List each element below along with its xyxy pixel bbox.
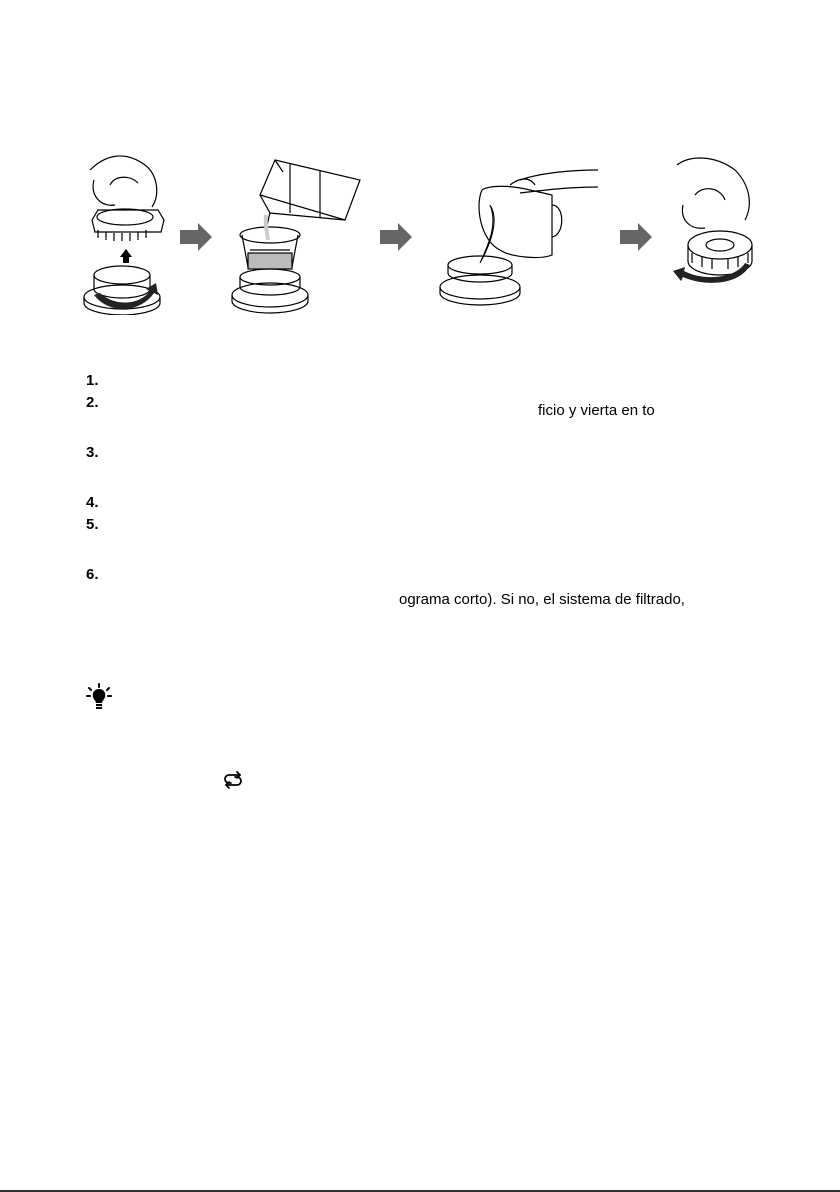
step-3 (86, 444, 112, 462)
step-number: 1. (86, 372, 99, 389)
next-step-arrow-icon (380, 223, 412, 251)
step-number: 5. (86, 516, 99, 533)
add-salt-illustration (230, 145, 370, 315)
step-2-text: ficio y vierta en to (538, 402, 655, 419)
step-number: 4. (86, 494, 99, 511)
step-6-text: ograma corto). Si no, el sistema de filtrado, (399, 591, 685, 608)
step-4 (86, 494, 112, 512)
lightbulb-icon (86, 683, 112, 711)
step-1 (86, 372, 112, 390)
step-number: 2. (86, 394, 99, 411)
replace-filter-cap-illustration (665, 145, 765, 315)
step-5 (86, 516, 112, 534)
remove-filter-cap-illustration (80, 145, 165, 315)
next-step-arrow-icon (180, 223, 212, 251)
pour-water-illustration (430, 145, 610, 315)
step-2 (86, 394, 112, 412)
next-step-arrow-icon (620, 223, 652, 251)
filter-illustrations (80, 145, 770, 320)
cycle-arrows-icon (221, 768, 245, 792)
step-number: 6. (86, 566, 99, 583)
step-number: 3. (86, 444, 99, 461)
step-6 (86, 566, 112, 584)
